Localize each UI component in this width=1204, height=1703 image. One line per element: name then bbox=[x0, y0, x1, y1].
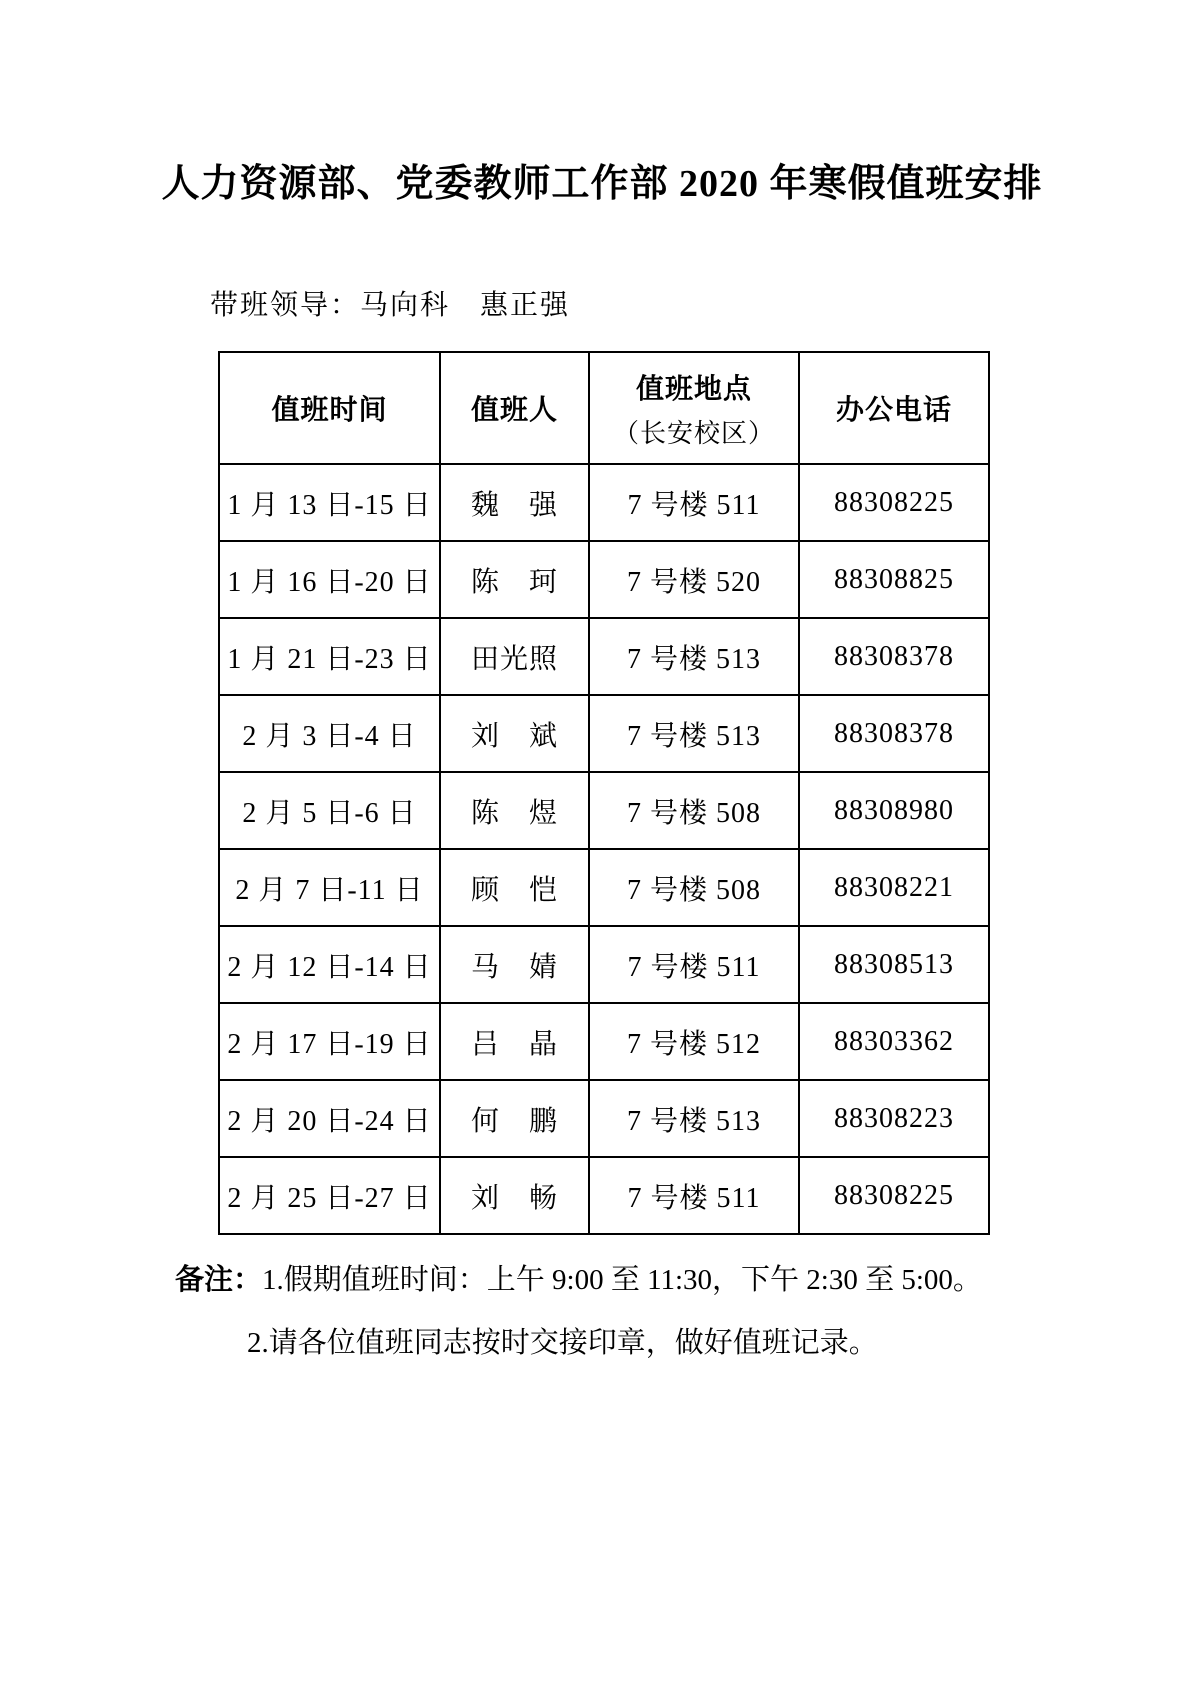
cell-duty-location: 7 号楼 513 bbox=[589, 695, 799, 772]
cell-duty-person: 魏 强 bbox=[440, 464, 589, 541]
cell-duty-location: 7 号楼 520 bbox=[589, 541, 799, 618]
header-duty-person: 值班人 bbox=[440, 352, 589, 464]
cell-office-phone: 88303362 bbox=[799, 1003, 989, 1080]
note-2-text: 2.请各位值班同志按时交接印章，做好值班记录。 bbox=[247, 1327, 878, 1360]
table-row bbox=[219, 618, 989, 695]
cell-office-phone: 88308221 bbox=[799, 849, 989, 926]
table-row bbox=[219, 695, 989, 772]
table-row bbox=[219, 464, 989, 541]
note-line-2 bbox=[175, 1325, 1055, 1361]
cell-duty-location: 7 号楼 511 bbox=[589, 1157, 799, 1234]
table-row bbox=[219, 541, 989, 618]
duty-schedule-table bbox=[218, 351, 990, 1235]
cell-duty-location: 7 号楼 508 bbox=[589, 849, 799, 926]
cell-duty-time: 2 月 12 日-14 日 bbox=[219, 926, 440, 1003]
cell-office-phone: 88308225 bbox=[799, 464, 989, 541]
header-duty-time: 值班时间 bbox=[219, 352, 440, 464]
table-row bbox=[219, 1157, 989, 1234]
header-office-phone: 办公电话 bbox=[799, 352, 989, 464]
cell-duty-location: 7 号楼 511 bbox=[589, 464, 799, 541]
cell-duty-person: 马 婧 bbox=[440, 926, 589, 1003]
cell-duty-time: 1 月 21 日-23 日 bbox=[219, 618, 440, 695]
cell-office-phone: 88308378 bbox=[799, 618, 989, 695]
cell-duty-time: 2 月 20 日-24 日 bbox=[219, 1080, 440, 1157]
note-line-1 bbox=[175, 1262, 1055, 1298]
cell-office-phone: 88308223 bbox=[799, 1080, 989, 1157]
header-duty-location-main: 值班地点 bbox=[635, 372, 752, 404]
table-row bbox=[219, 1080, 989, 1157]
cell-duty-person: 吕 晶 bbox=[440, 1003, 589, 1080]
cell-office-phone: 88308980 bbox=[799, 772, 989, 849]
cell-office-phone: 88308513 bbox=[799, 926, 989, 1003]
duty-leaders-line: 带班领导：马向科 惠正强 bbox=[210, 290, 571, 321]
table-header-row bbox=[219, 352, 989, 464]
cell-duty-location: 7 号楼 513 bbox=[589, 618, 799, 695]
cell-duty-time: 2 月 7 日-11 日 bbox=[219, 849, 440, 926]
cell-duty-time: 1 月 16 日-20 日 bbox=[219, 541, 440, 618]
note-1-text: 1.假期值班时间：上午 9:00 至 11:30，下午 2:30 至 5:00。 bbox=[262, 1264, 982, 1296]
cell-duty-person: 顾 恺 bbox=[440, 849, 589, 926]
cell-duty-location: 7 号楼 513 bbox=[589, 1080, 799, 1157]
page-title: 人力资源部、党委教师工作部 2020 年寒假值班安排 bbox=[161, 163, 1043, 205]
table-row bbox=[219, 849, 989, 926]
cell-duty-location: 7 号楼 511 bbox=[589, 926, 799, 1003]
table-row bbox=[219, 772, 989, 849]
cell-duty-person: 刘 斌 bbox=[440, 695, 589, 772]
cell-duty-time: 1 月 13 日-15 日 bbox=[219, 464, 440, 541]
cell-duty-person: 刘 畅 bbox=[440, 1157, 589, 1234]
cell-office-phone: 88308378 bbox=[799, 695, 989, 772]
cell-duty-person: 何 鹏 bbox=[440, 1080, 589, 1157]
table-row bbox=[219, 1003, 989, 1080]
cell-duty-time: 2 月 25 日-27 日 bbox=[219, 1157, 440, 1234]
cell-office-phone: 88308825 bbox=[799, 541, 989, 618]
table-row bbox=[219, 926, 989, 1003]
cell-duty-location: 7 号楼 508 bbox=[589, 772, 799, 849]
cell-duty-person: 田光照 bbox=[440, 618, 589, 695]
cell-duty-time: 2 月 3 日-4 日 bbox=[219, 695, 440, 772]
cell-office-phone: 88308225 bbox=[799, 1157, 989, 1234]
header-duty-location-sub: （长安校区） bbox=[612, 418, 775, 448]
notes-section bbox=[175, 1262, 1055, 1362]
cell-duty-time: 2 月 17 日-19 日 bbox=[219, 1003, 440, 1080]
notes-label: 备注： bbox=[175, 1264, 263, 1296]
cell-duty-person: 陈 珂 bbox=[440, 541, 589, 618]
cell-duty-location: 7 号楼 512 bbox=[589, 1003, 799, 1080]
cell-duty-time: 2 月 5 日-6 日 bbox=[219, 772, 440, 849]
cell-duty-person: 陈 煜 bbox=[440, 772, 589, 849]
header-duty-location bbox=[589, 352, 799, 464]
